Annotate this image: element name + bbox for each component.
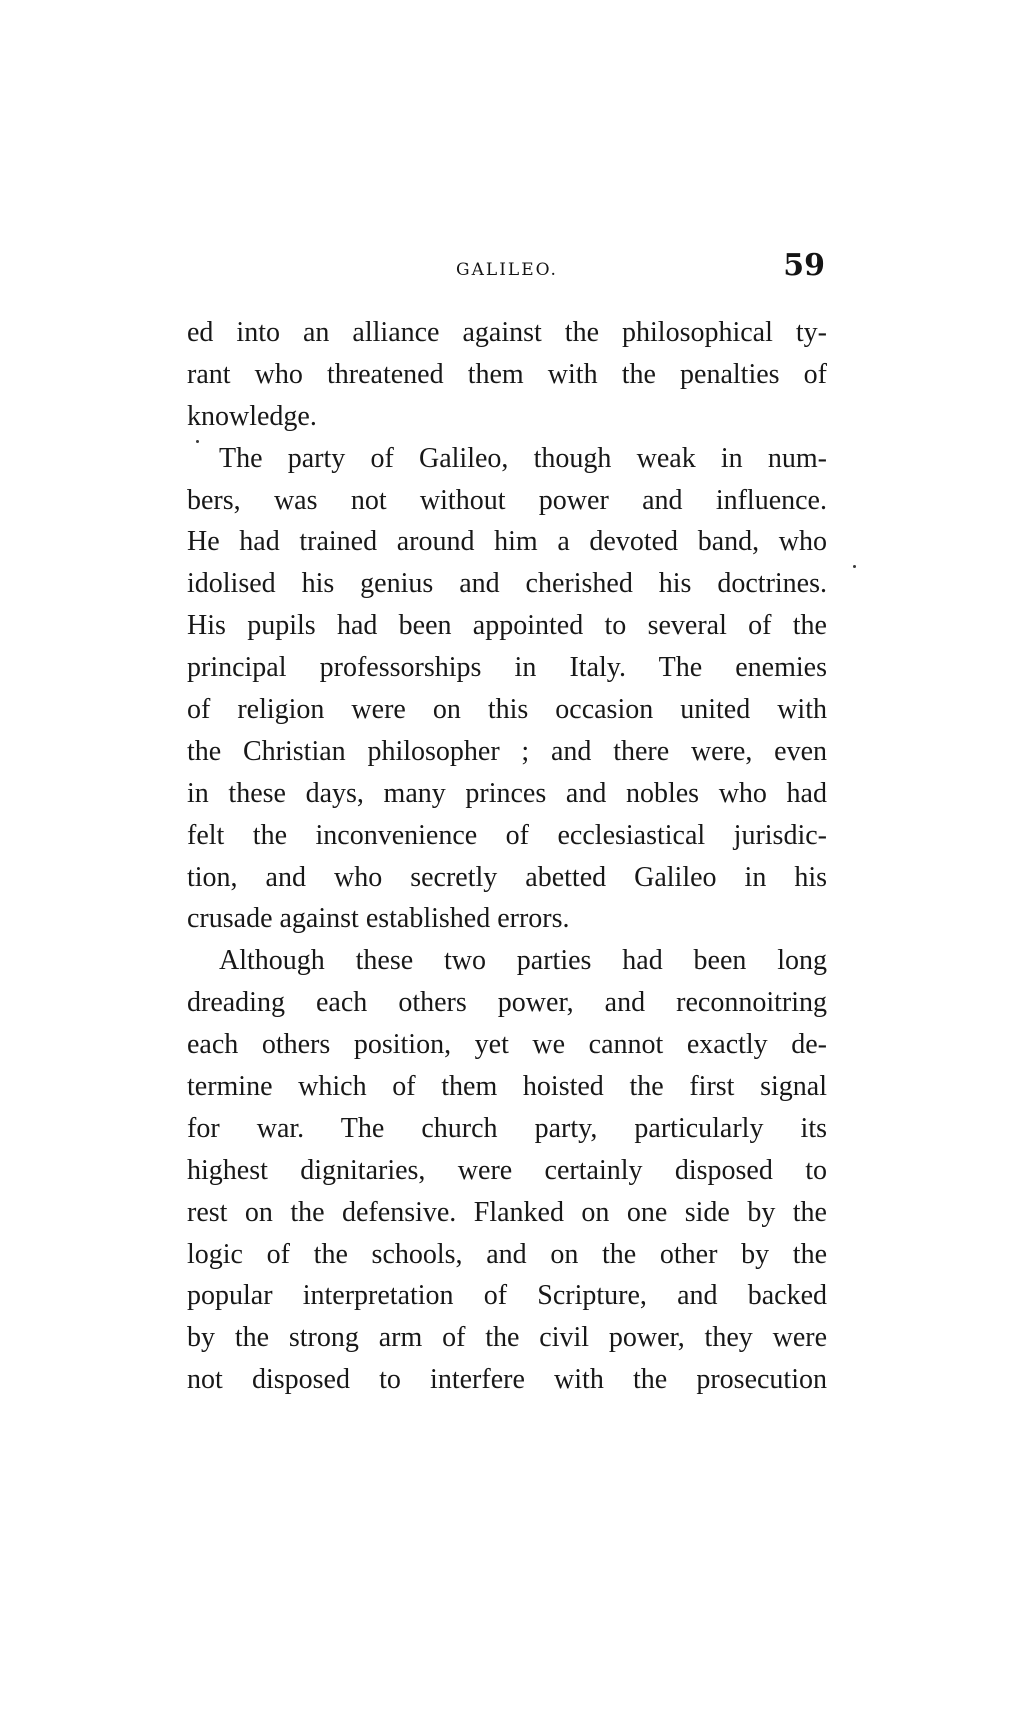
text-line: in these days, many princes and nobles who had <box>187 777 827 809</box>
print-speck <box>196 440 199 443</box>
body-text <box>187 312 827 1401</box>
text-line: knowledge. <box>187 400 317 432</box>
text-line: crusade against established errors. <box>187 903 570 935</box>
text-line: tion, and who secretly abetted Galileo in his <box>187 861 827 893</box>
running-head <box>187 248 827 292</box>
text-line: Although these two parties had been long <box>219 945 827 977</box>
text-line: by the strong arm of the civil power, they were <box>187 1322 827 1354</box>
text-line: logic of the schools, and on the other by the <box>187 1238 827 1270</box>
page-number: 59 <box>783 248 825 283</box>
text-line: the Christian philosopher ; and there were, even <box>187 735 827 767</box>
text-line: principal professorships in Italy. The enemies <box>187 652 827 684</box>
text-line: ed into an alliance against the philosophical ty- <box>187 317 827 348</box>
running-title: GALILEO. <box>456 260 558 280</box>
text-line: dreading each others power, and reconnoitring <box>187 987 827 1019</box>
text-line: each others position, yet we cannot exactly de- <box>187 1029 827 1061</box>
text-line: popular interpretation of Scripture, and backed <box>187 1280 827 1312</box>
text-line: He had trained around him a devoted band, who <box>187 526 827 558</box>
paragraph <box>187 312 827 438</box>
text-line: rant who threatened them with the penalties of <box>187 358 827 390</box>
text-line: idolised his genius and cherished his doctrines. <box>187 568 827 600</box>
text-line: for war. The church party, particularly its <box>187 1112 827 1144</box>
paragraph <box>187 940 827 1401</box>
text-line: of religion were on this occasion united with <box>187 694 827 726</box>
text-line: His pupils had been appointed to several of the <box>187 610 827 642</box>
text-line: rest on the defensive. Flanked on one side by the <box>187 1196 827 1228</box>
text-line: The party of Galileo, though weak in num- <box>219 442 827 474</box>
text-line: felt the inconvenience of ecclesiastical jurisdic- <box>187 819 827 851</box>
text-line: not disposed to interfere with the prosecution <box>187 1364 827 1396</box>
print-speck <box>853 565 856 568</box>
text-line: highest dignitaries, were certainly disposed to <box>187 1154 827 1186</box>
paragraph <box>187 438 827 941</box>
text-line: termine which of them hoisted the first signal <box>187 1071 827 1103</box>
text-line: bers, was not without power and influence. <box>187 484 827 516</box>
